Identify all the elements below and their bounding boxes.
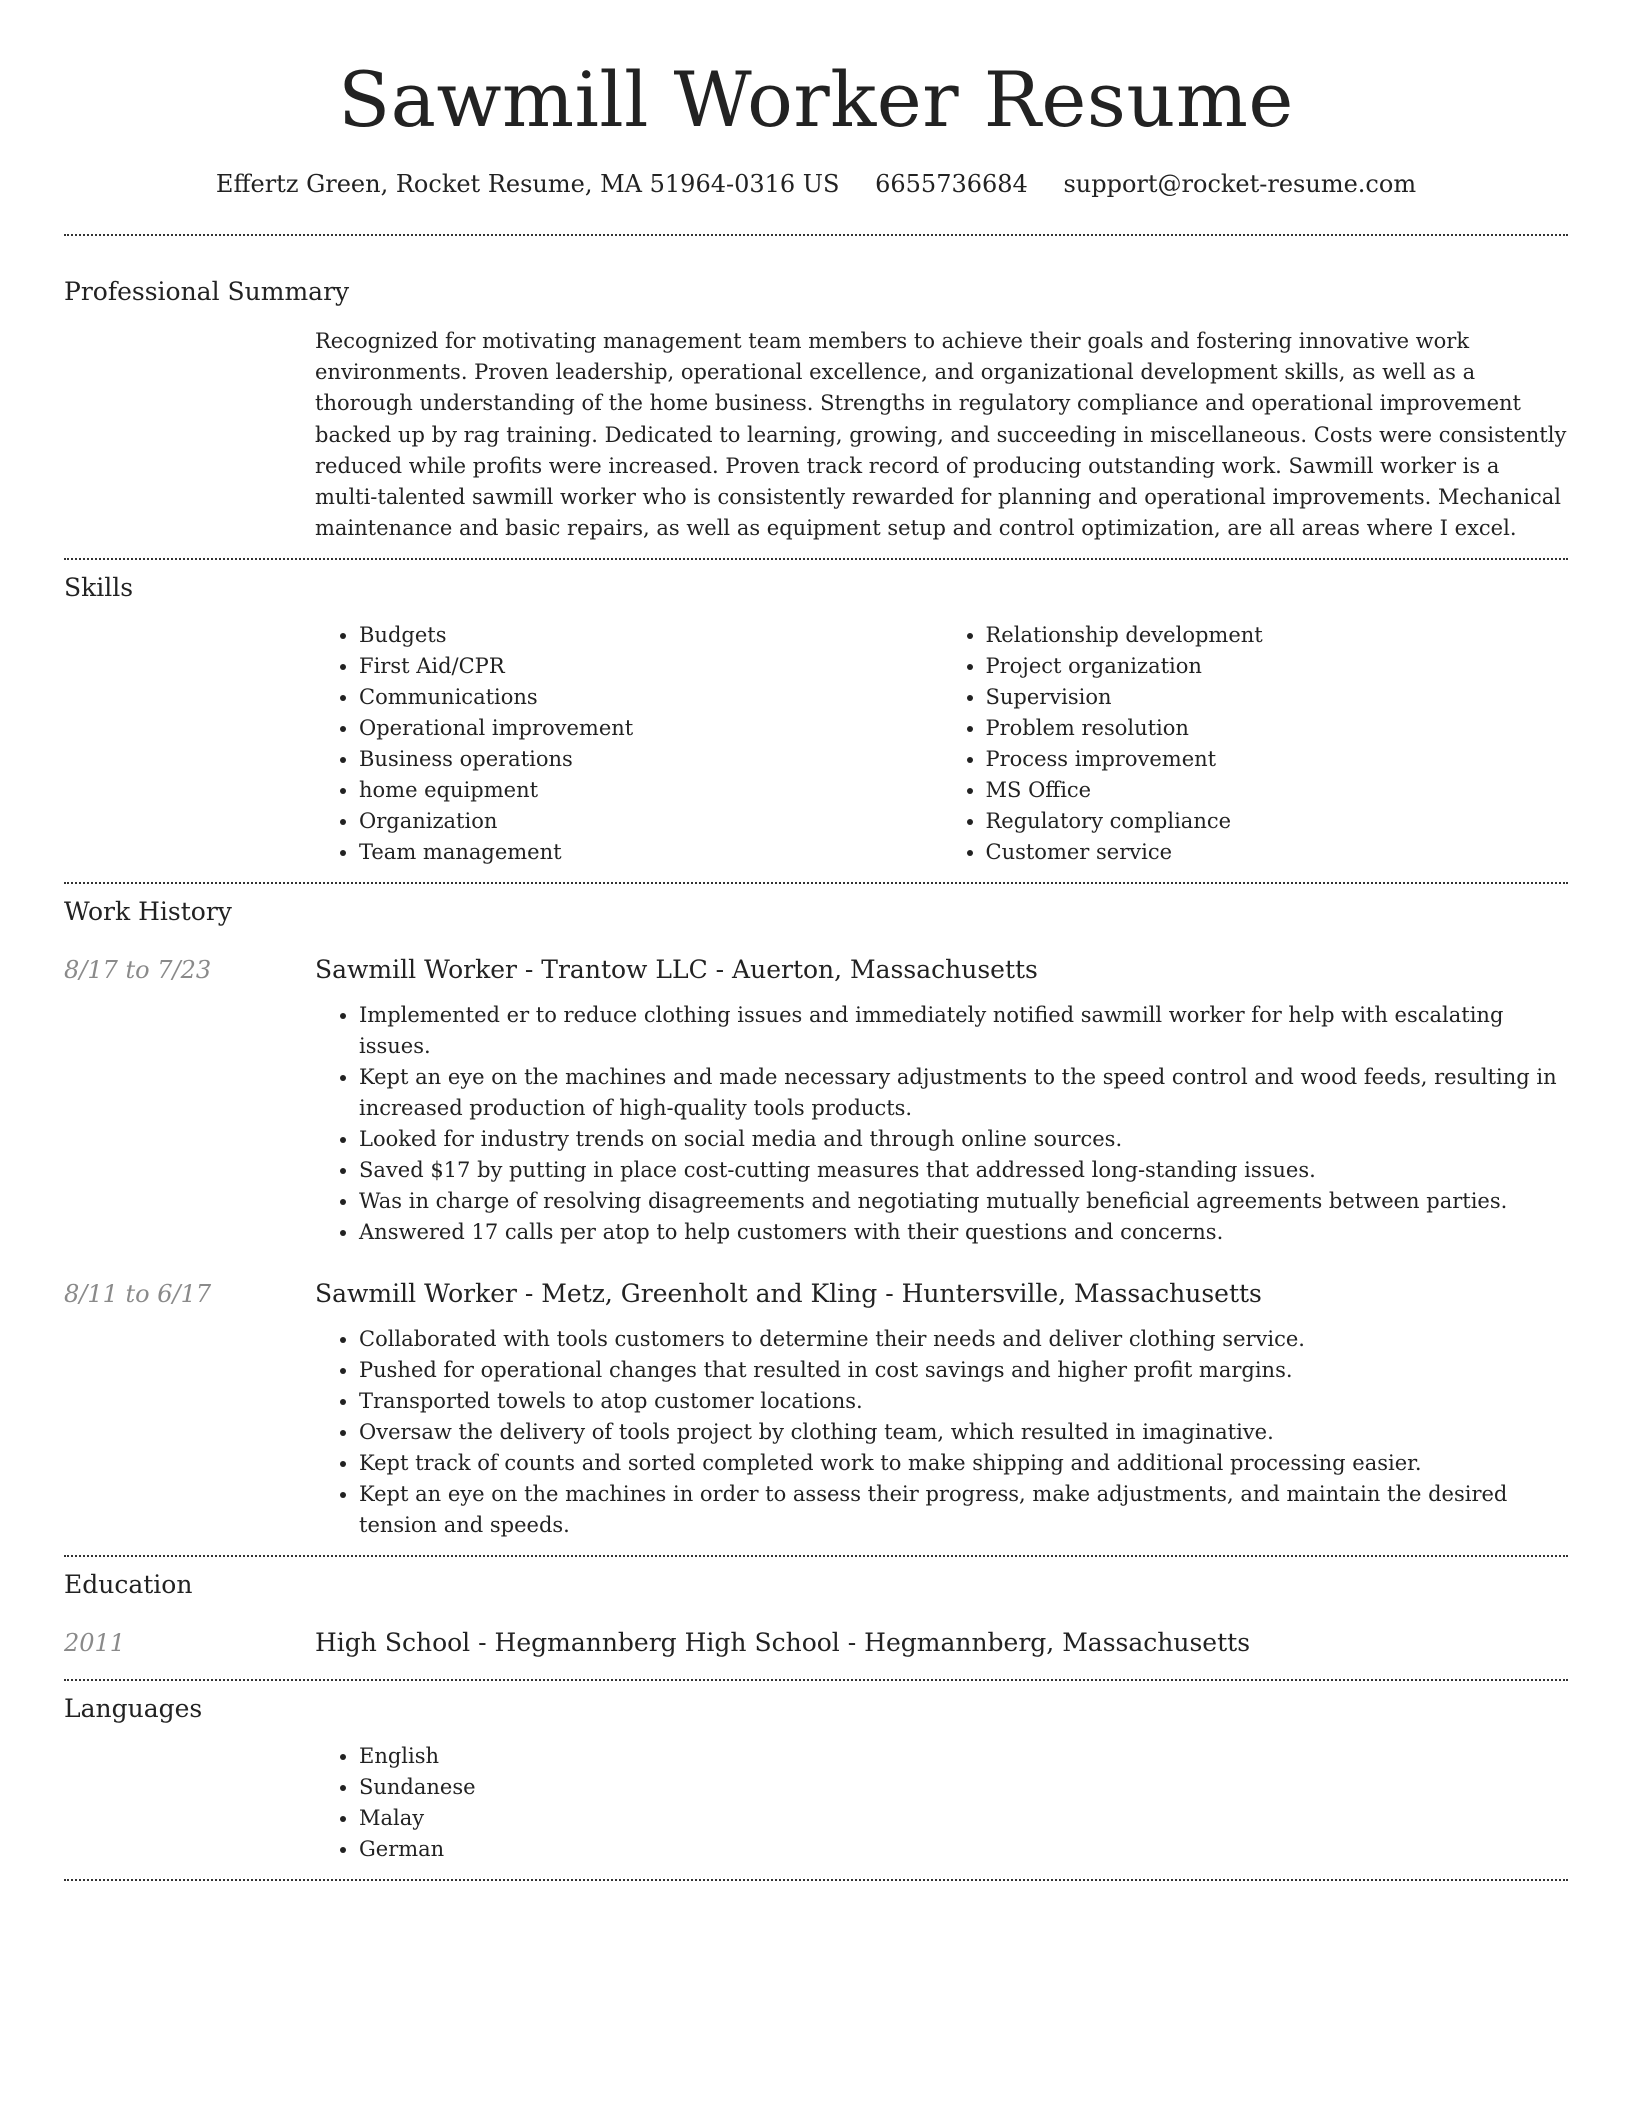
job-bullet: • Transported towels to atop customer locations. — [359, 1386, 1568, 1417]
skill-item: • Operational improvement — [359, 713, 942, 744]
summary-section — [64, 236, 1568, 544]
skill-item: • Team management — [359, 837, 942, 868]
contact-phone: 6655736684 — [875, 170, 1028, 198]
language-item: • German — [359, 1834, 1568, 1865]
skill-item: • Organization — [359, 806, 942, 837]
job-title: Sawmill Worker - Trantow LLC - Auerton, Massachusetts — [315, 955, 1038, 985]
skill-item: • Project organization — [986, 651, 1569, 682]
language-item: • Malay — [359, 1803, 1568, 1834]
skill-item: • Relationship development — [986, 620, 1569, 651]
education-year: 2011 — [64, 1629, 126, 1658]
contact-line — [64, 168, 1568, 200]
skill-item: • Business operations — [359, 744, 942, 775]
job-dates: 8/11 to 6/17 — [64, 1280, 212, 1309]
job-dates: 8/17 to 7/23 — [64, 956, 212, 985]
job-bullet: • Looked for industry trends on social media and through online sources. — [359, 1124, 1568, 1155]
skill-item: • home equipment — [359, 775, 942, 806]
job-title: Sawmill Worker - Metz, Greenholt and Kling - Huntersville, Massachusetts — [315, 1279, 1262, 1309]
languages-heading: Languages — [64, 1694, 203, 1724]
education-entry — [64, 1627, 1568, 1659]
job-entry — [64, 1278, 1568, 1541]
skill-item: • First Aid/CPR — [359, 651, 942, 682]
job-bullet: • Was in charge of resolving disagreements and negotiating mutually beneficial agreements between parties. — [359, 1186, 1568, 1217]
resume-title: Sawmill Worker Resume — [338, 55, 1294, 144]
language-item: • Sundanese — [359, 1772, 1568, 1803]
job-bullet: • Saved $17 by putting in place cost-cutting measures that addressed long-standing issues. — [359, 1155, 1568, 1186]
summary-text: Recognized for motivating management team members to achieve their goals and fostering innovative work environments. Proven leadership, operational excellence, and organizational development skills, as well as a thorough understanding of the home business. Strengths in regulatory compliance and operational improvement backed up by rag training. Dedicated to learning, growing, and succeeding in miscellaneous. Costs were consistently reduced while profits were increased. Proven track record of producing outstanding work. Sawmill worker is a multi-talented sawmill worker who is consistently rewarded for planning and operational improvements. Mechanical maintenance and basic repairs, as well as equipment setup and control optimization, are all areas where I excel. — [315, 329, 1567, 541]
skills-section — [64, 560, 1568, 868]
contact-email: support@rocket-resume.com — [1063, 170, 1417, 198]
languages-list — [315, 1741, 1568, 1865]
languages-section — [64, 1681, 1568, 1865]
work-history-heading: Work History — [64, 897, 232, 927]
job-bullet: • Kept an eye on the machines in order to assess their progress, make adjustments, and maintain the desired tension and speeds. — [359, 1479, 1568, 1541]
job-bullet: • Kept an eye on the machines and made necessary adjustments to the speed control and wood feeds, resulting in increased production of high-quality tools products. — [359, 1062, 1568, 1124]
education-heading: Education — [64, 1570, 193, 1600]
job-entry — [64, 954, 1568, 1248]
job-bullets — [315, 1000, 1568, 1248]
skill-item: • Problem resolution — [986, 713, 1569, 744]
education-school: High School - Hegmannberg High School - Hegmannberg, Massachusetts — [315, 1628, 1251, 1658]
resume-page — [64, 0, 1568, 1881]
job-bullet: • Kept track of counts and sorted completed work to make shipping and additional processing easier. — [359, 1448, 1568, 1479]
skill-item: • Customer service — [986, 837, 1569, 868]
job-bullet: • Pushed for operational changes that resulted in cost savings and higher profit margins. — [359, 1355, 1568, 1386]
job-bullet: • Oversaw the delivery of tools project by clothing team, which resulted in imaginative. — [359, 1417, 1568, 1448]
skill-item: • Regulatory compliance — [986, 806, 1569, 837]
education-section — [64, 1557, 1568, 1659]
job-bullet: • Answered 17 calls per atop to help customers with their questions and concerns. — [359, 1217, 1568, 1248]
job-bullet: • Collaborated with tools customers to determine their needs and deliver clothing service. — [359, 1324, 1568, 1355]
language-item: • English — [359, 1741, 1568, 1772]
skills-list-left — [315, 620, 942, 868]
contact-address: Effertz Green, Rocket Resume, MA 51964-0316 US — [215, 170, 840, 198]
skills-heading: Skills — [64, 573, 134, 603]
skill-item: • MS Office — [986, 775, 1569, 806]
skill-item: • Process improvement — [986, 744, 1569, 775]
skills-list-right — [942, 620, 1569, 868]
skill-item: • Budgets — [359, 620, 942, 651]
skill-item: • Supervision — [986, 682, 1569, 713]
divider — [64, 1879, 1568, 1881]
work-history-section — [64, 884, 1568, 1541]
summary-heading: Professional Summary — [64, 277, 350, 306]
job-bullets — [315, 1324, 1568, 1541]
skill-item: • Communications — [359, 682, 942, 713]
job-bullet: • Implemented er to reduce clothing issues and immediately notified sawmill worker for help with escalating issues. — [359, 1000, 1568, 1062]
